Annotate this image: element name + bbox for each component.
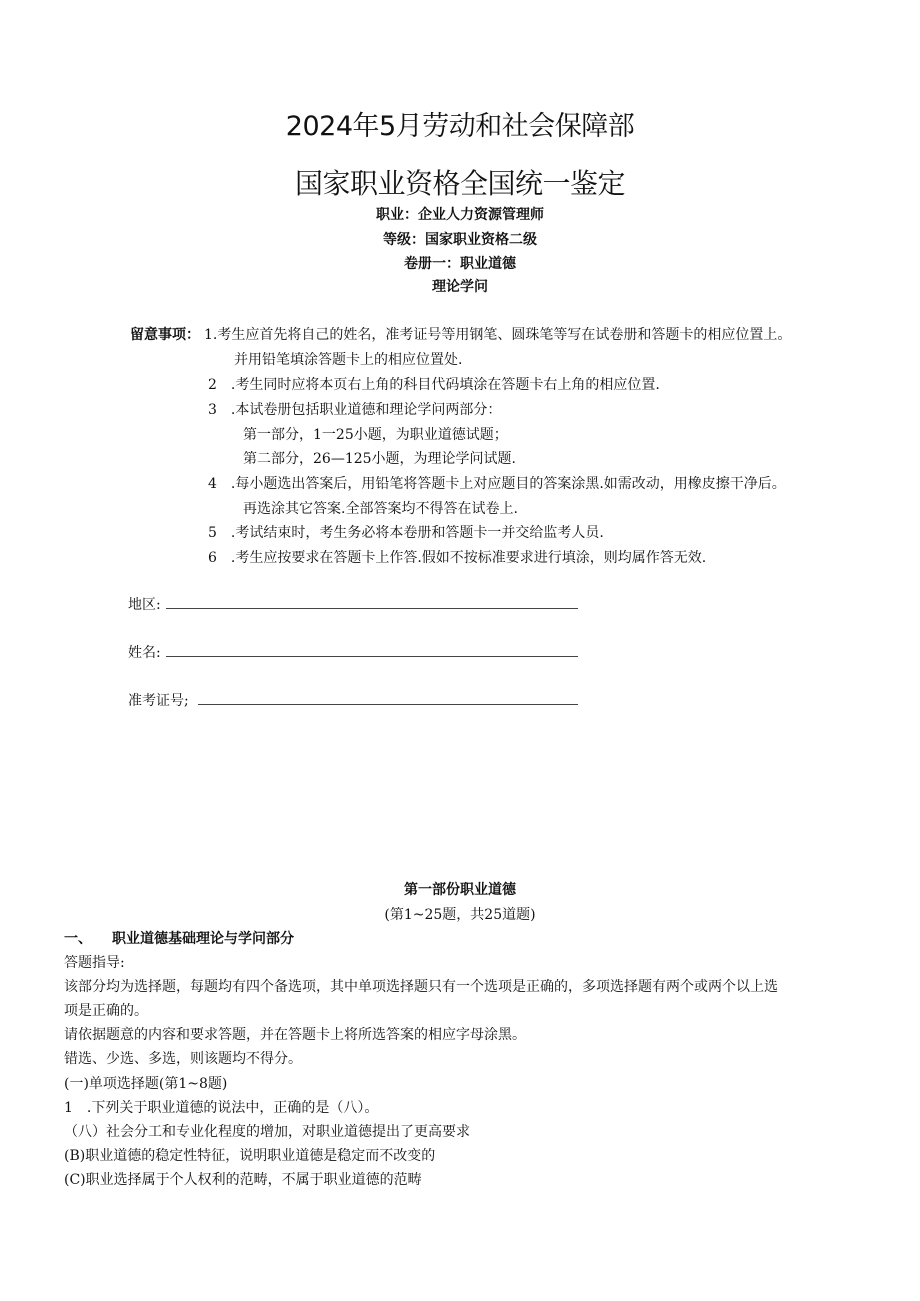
note-item-4-line-2: 再选涂其它答案.全部答案均不得答在试卷上.: [243, 501, 518, 517]
title-line-1: 2024年5月劳动和社会保障部: [285, 111, 635, 142]
ticket-label: 准考证号;: [128, 693, 189, 709]
name-line[interactable]: [166, 656, 578, 657]
guide-line-3: 请依据题意的内容和要求答题，并在答题卡上将所选答案的相应字母涂黑。: [64, 1027, 526, 1043]
notes-heading: 留意事项：: [130, 327, 200, 343]
volume: 卷册一：职业道德: [404, 256, 516, 272]
ticket-line[interactable]: [198, 704, 578, 705]
note-item-3-sub-1: 第一部分，1一25小题，为职业道德试题；: [243, 427, 508, 443]
note-item-6: 6 .考生应按要求在答题卡上作答.假如不按标准要求进行填涂，则均属作答无效.: [208, 550, 707, 566]
question-1-option-c: (C)职业选择属于个人权利的范畴，不属于职业道德的范畴: [64, 1172, 422, 1188]
title-line-2: 国家职业资格全国统一鉴定: [294, 167, 625, 200]
question-1-option-a: （八）社会分工和专业化程度的增加，对职业道德提出了更高要求: [64, 1124, 470, 1140]
guide-label: 答题指导:: [64, 955, 125, 971]
question-1-option-b: (B)职业道德的稳定性特征，说明职业道德是稳定而不改变的: [64, 1148, 436, 1164]
guide-line-2: 项是正确的。: [64, 1003, 148, 1019]
level: 等级：国家职业资格二级: [383, 232, 537, 248]
part-1-title: 第一部份职业道德: [404, 882, 516, 898]
note-item-3-sub-2: 第二部分，26—125小题，为理论学问试题.: [243, 451, 516, 467]
region-line[interactable]: [166, 608, 578, 609]
note-item-4-line-1: 4 .每小题选出答案后，用铅笔将答题卡上对应题目的答案涂黑.如需改动，用橡皮擦干净后。: [208, 476, 786, 492]
theory-label: 理论学问: [432, 279, 488, 295]
note-item-1-line-2: 并用铅笔填涂答题卡上的相应位置处.: [234, 352, 463, 368]
note-item-5: 5 .考试结束时，考生务必将本卷册和答题卡一并交给监考人员.: [208, 525, 604, 541]
region-label: 地区:: [128, 597, 161, 613]
note-item-1-line-1: 1.考生应首先将自己的姓名，准考证号等用钢笔、圆珠笔等写在试卷册和答题卡的相应位置上。: [204, 327, 792, 343]
guide-line-4: 错选、少选、多选，则该题均不得分。: [64, 1051, 302, 1067]
section-title: 职业道德基础理论与学问部分: [112, 931, 294, 947]
note-item-2: 2 .考生同时应将本页右上角的科目代码填涂在答题卡右上角的相应位置.: [208, 377, 660, 393]
name-label: 姓名:: [128, 645, 161, 661]
occupation: 职业：企业人力资源管理师: [376, 207, 544, 223]
guide-line-1: 该部分均为选择题，每题均有四个备选项，其中单项选择题只有一个选项是正确的，多项选择题有两个或两个以上选: [64, 979, 778, 995]
section-number: 一、: [64, 931, 92, 947]
single-choice-heading: (一)单项选择题(第1~8题): [64, 1076, 228, 1092]
note-item-3: 3 .本试卷册包括职业道德和理论学问两部分：: [208, 402, 502, 418]
part-1-subtitle: (第1~25题，共25道题): [384, 907, 536, 923]
question-1: 1 .下列关于职业道德的说法中，正确的是（八）。: [64, 1100, 379, 1116]
